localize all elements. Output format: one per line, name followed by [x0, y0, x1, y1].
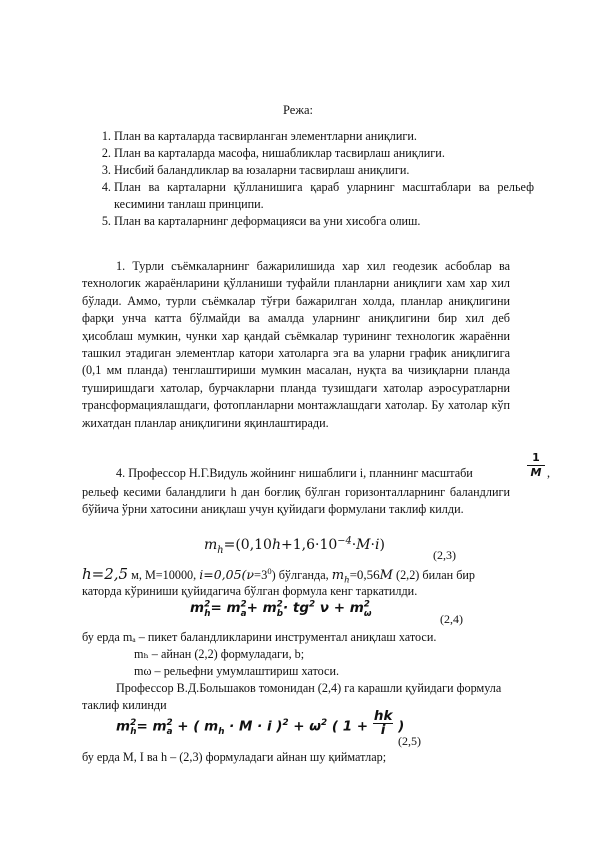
- formula-exponent: 2: [282, 718, 289, 728]
- paragraph-2-line-1: 4. Профессор Н.Г.Видуль жойнинг нишаблиги i, планнинг масштаби: [116, 466, 473, 480]
- formula-fraction: [373, 710, 394, 737]
- definition-line-5: таклиф килинди: [82, 698, 167, 712]
- formula-exponent: 2: [130, 718, 137, 728]
- definition-line-3: mω – рельефни умумлаштириш хатоси.: [134, 664, 340, 678]
- definition-line-4: Профессор В.Д.Большаков томонидан (2,4) га карашли қуйидаги формула: [116, 681, 502, 695]
- formula-symbol: h: [271, 537, 281, 553]
- formula-symbol: m: [204, 537, 218, 553]
- formula-2-4: [190, 599, 372, 619]
- page-title: Режа:: [283, 103, 313, 117]
- plan-item: 2. План ва карталарда масофа, нишабликлар тасвирлаш аниқлиги.: [114, 145, 534, 162]
- formula-part: + ω: [288, 718, 322, 735]
- formula-subscript: b: [276, 608, 284, 619]
- formula-part: m: [190, 600, 205, 616]
- formula-subscript: h: [217, 544, 224, 556]
- formula-part: m: [116, 718, 131, 735]
- given-text: =3: [254, 568, 268, 582]
- paragraph-2-rest: рельеф кесими баландлиги h дан боғлиқ бўлган горизонталларнинг баландлиги бўйича ўрни хатосини аниқлаш учун қуйидаги формулани таклиф килди.: [82, 485, 510, 517]
- given-text: (2,2) билан бир: [392, 568, 476, 582]
- formula-exponent: 2: [321, 718, 328, 728]
- given-h: h=2,5: [82, 565, 129, 583]
- formula-exponent: 2: [276, 599, 283, 610]
- formula-part: =(0,10: [223, 537, 272, 553]
- plan-item: 5. План ва карталарнинг деформацияси ва уни хисобга олиш.: [114, 213, 534, 230]
- formula-2-5: [116, 708, 405, 738]
- formula-subscript: h: [130, 727, 137, 738]
- formula-symbol: i: [374, 537, 380, 553]
- fraction-denominator: i: [380, 722, 386, 738]
- scale-numerator: 1: [527, 452, 545, 466]
- given-line-2: каторда кўриниши қуйидагича бўлган формула кенг таркатилди.: [82, 584, 418, 598]
- given-text: ): [271, 568, 276, 582]
- formula-part: · M · i ): [224, 718, 283, 735]
- formula-part: = m: [210, 600, 241, 616]
- formula-exponent: 2: [309, 599, 316, 610]
- given-nu: ν: [246, 567, 255, 582]
- scale-denominator: M: [530, 466, 542, 479]
- formula-exponent: 2: [204, 599, 211, 610]
- formula-part: ν + m: [315, 600, 364, 616]
- formula-part: = m: [136, 718, 167, 735]
- fraction-numerator: hk: [373, 708, 393, 724]
- given-i: i=0,05(: [199, 567, 247, 582]
- last-line: бу ерда М, I ва h – (2,3) формуладаги айнан шу қийматлар;: [82, 750, 387, 764]
- equation-number-2-4: (2,4): [440, 612, 463, 626]
- formula-exponent: 2: [240, 599, 247, 610]
- plan-list: [90, 128, 534, 230]
- given-mh: m: [331, 568, 345, 583]
- formula-part: ( 1 +: [327, 718, 373, 735]
- formula-part: + ( m: [172, 718, 219, 735]
- formula-part: ·: [351, 537, 357, 553]
- plan-item: 4. План ва карталарни қўлланишига қараб уларнинг масштаблари ва рельеф кесимини танлаш принципи.: [114, 179, 534, 213]
- given-text: бўлганда,: [275, 568, 332, 582]
- equation-number-2-5: (2,5): [398, 734, 421, 748]
- definition-line-2: mₕ – айнан (2,2) формуладаги, b;: [134, 647, 305, 661]
- formula-subscript: a: [166, 727, 173, 738]
- formula-exponent: 2: [363, 599, 370, 610]
- paragraph-2-comma: ,: [547, 466, 551, 480]
- formula-subscript: h: [204, 608, 211, 619]
- given-text: м, М=10000,: [128, 568, 200, 582]
- formula-part: ): [379, 537, 385, 553]
- paragraph-1: 1. Турли съёмкаларнинг бажарилишида хар хил геодезик асбоблар ва технологик жараёнларини қўлланиши туфайли планларни аниқлиги хам хар хил бўлади. Аммо, турли съёмкалар тўғри бажарилган холда, планлар аниқлигини фарқи унча катта бўлмайди ва амалда уларнинг аниқлигини бир хил деб ҳисоблаш мумкин, чунки хар қандай съёмкалар турининг технологик жараённи ташкил этадиган элементлар катори хатоларга эга ва уларни график аниқлигига (0,1 мм планда) тенглаштириши мумкин масалан, нуқта ва чизиқларни планда туширишдаги хатолар, бурчакларни планда тузишдаги хатолар аэросуратларни трансформациялашдаги, фотопланларни монтажлашдаги хатолар. Бу хатолар кўп жихатдан планлар аниқлигини яқинлаштиради.: [82, 259, 510, 430]
- formula-exponent: 2: [166, 718, 173, 728]
- plan-item: 1. План ва карталарда тасвирланган элементларни аниқлиги.: [114, 128, 534, 145]
- formula-part: · tg: [283, 600, 309, 616]
- formula-exponent: −4: [337, 535, 352, 547]
- formula-symbol: M: [356, 537, 371, 553]
- formula-part: + m: [246, 600, 277, 616]
- formula-part: ): [393, 718, 405, 735]
- formula-2-3: [204, 535, 385, 556]
- given-values-line: [82, 565, 476, 586]
- formula-part: ·: [370, 537, 375, 553]
- given-M: M: [379, 568, 393, 583]
- given-text: =0,56: [349, 567, 380, 582]
- definition-line-1: бу ерда mₐ – пикет баландликларини инструментал аниқлаш хатоси.: [82, 630, 437, 644]
- given-subscript: h: [344, 575, 350, 586]
- given-degree: 0: [267, 565, 272, 576]
- plan-item: 3. Нисбий баландликлар ва юзаларни тасвирлаш аниқлиги.: [114, 162, 534, 179]
- equation-number-2-3: (2,3): [433, 548, 456, 562]
- formula-subscript: h: [218, 727, 225, 738]
- formula-subscript: ω: [363, 608, 372, 619]
- scale-fraction: [527, 452, 545, 479]
- formula-subscript: a: [240, 608, 247, 619]
- formula-part: +1,6·10: [281, 537, 338, 553]
